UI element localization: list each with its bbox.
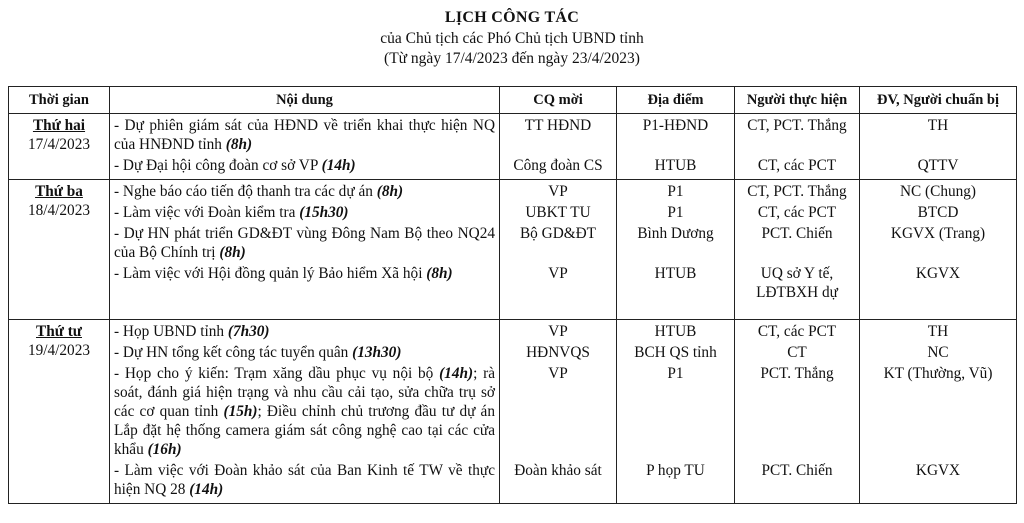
agenda-item: - Dự Đại hội công đoàn cơ sở VP (14h) bbox=[114, 157, 356, 174]
agenda-item: - Họp UBND tỉnh (7h30) bbox=[114, 323, 270, 340]
day-date: 19/4/2023 bbox=[27, 342, 91, 359]
table-header-row bbox=[9, 87, 1017, 114]
date-range: (Từ ngày 17/4/2023 đến ngày 23/4/2023) bbox=[384, 50, 640, 67]
location-cell: P1-HĐND HTUB bbox=[617, 114, 735, 180]
agenda-item: - Làm việc với Hội đồng quản lý Bảo hiểm Xã hội (8h) bbox=[114, 265, 453, 282]
table-row bbox=[9, 114, 1017, 180]
inviter-cell: VP UBKT TU Bộ GD&ĐT VP bbox=[500, 180, 617, 320]
agenda-item: - Dự HN phát triển GD&ĐT vùng Đông Nam Bộ theo NQ24 của Bộ Chính trị (8h) bbox=[114, 225, 495, 261]
location-cell: P1 P1 Bình Dương HTUB bbox=[617, 180, 735, 320]
day-cell bbox=[9, 180, 110, 320]
participants-cell: CT, các PCT CT PCT. Thắng PCT. Chiến bbox=[735, 320, 860, 504]
col-header-content: Nội dung bbox=[110, 87, 500, 114]
day-date: 17/4/2023 bbox=[27, 136, 91, 153]
participants-cell: CT, PCT. Thắng CT, các PCT bbox=[735, 114, 860, 180]
day-cell bbox=[9, 320, 110, 504]
agenda-item: - Làm việc với Đoàn kiểm tra (15h30) bbox=[114, 204, 349, 221]
col-header-preparer: ĐV, Người chuẩn bị bbox=[860, 87, 1017, 114]
table-row bbox=[9, 180, 1017, 320]
document-subtitle: của Chủ tịch các Phó Chủ tịch UBND tỉnh bbox=[380, 30, 644, 47]
preparer-cell: NC (Chung) BTCD KGVX (Trang) KGVX bbox=[860, 180, 1017, 320]
agenda-item: - Họp cho ý kiến: Trạm xăng dầu phục vụ nội bộ (14h); rà soát, đánh giá hiện trạng và nhu cầu cải tạo, sửa chữa trụ sở các cơ quan tỉnh (15h); Điều chỉnh chủ trương đầu tư dự án Lắp đặt hệ thống camera giám sát công nghệ cao tại các cửa khẩu (16h) bbox=[114, 365, 495, 458]
agenda-item: - Nghe báo cáo tiến độ thanh tra các dự án (8h) bbox=[114, 183, 404, 200]
col-header-location: Địa điểm bbox=[617, 87, 735, 114]
col-header-time: Thời gian bbox=[9, 87, 110, 114]
document-title: LỊCH CÔNG TÁC bbox=[444, 9, 580, 26]
day-name: Thứ hai bbox=[32, 117, 86, 134]
content-cell bbox=[110, 320, 500, 504]
day-date: 18/4/2023 bbox=[27, 202, 91, 219]
participants-cell: CT, PCT. Thắng CT, các PCT PCT. Chiến UQ sở Y tế, LĐTBXH dự bbox=[735, 180, 860, 320]
location-cell: HTUB BCH QS tỉnh P1 P họp TU bbox=[617, 320, 735, 504]
inviter-cell: TT HĐND Công đoàn CS bbox=[500, 114, 617, 180]
content-cell bbox=[110, 180, 500, 320]
col-header-inviter: CQ mời bbox=[500, 87, 617, 114]
schedule-table bbox=[8, 86, 1017, 504]
day-cell bbox=[9, 114, 110, 180]
agenda-item: - Dự HN tổng kết công tác tuyển quân (13h30) bbox=[114, 344, 402, 361]
content-cell bbox=[110, 114, 500, 180]
day-name: Thứ tư bbox=[36, 323, 82, 340]
agenda-item: - Dự phiên giám sát của HĐND về triển khai thực hiện NQ của HNĐND tỉnh (8h) bbox=[114, 117, 495, 153]
agenda-item: - Làm việc với Đoàn khảo sát của Ban Kinh tế TW về thực hiện NQ 28 (14h) bbox=[114, 462, 495, 498]
inviter-cell: VP HĐNVQS VP Đoàn khảo sát bbox=[500, 320, 617, 504]
table-row bbox=[9, 320, 1017, 504]
day-name: Thứ ba bbox=[35, 183, 83, 200]
preparer-cell: TH QTTV bbox=[860, 114, 1017, 180]
col-header-participants: Người thực hiện bbox=[735, 87, 860, 114]
preparer-cell: TH NC KT (Thường, Vũ) KGVX bbox=[860, 320, 1017, 504]
